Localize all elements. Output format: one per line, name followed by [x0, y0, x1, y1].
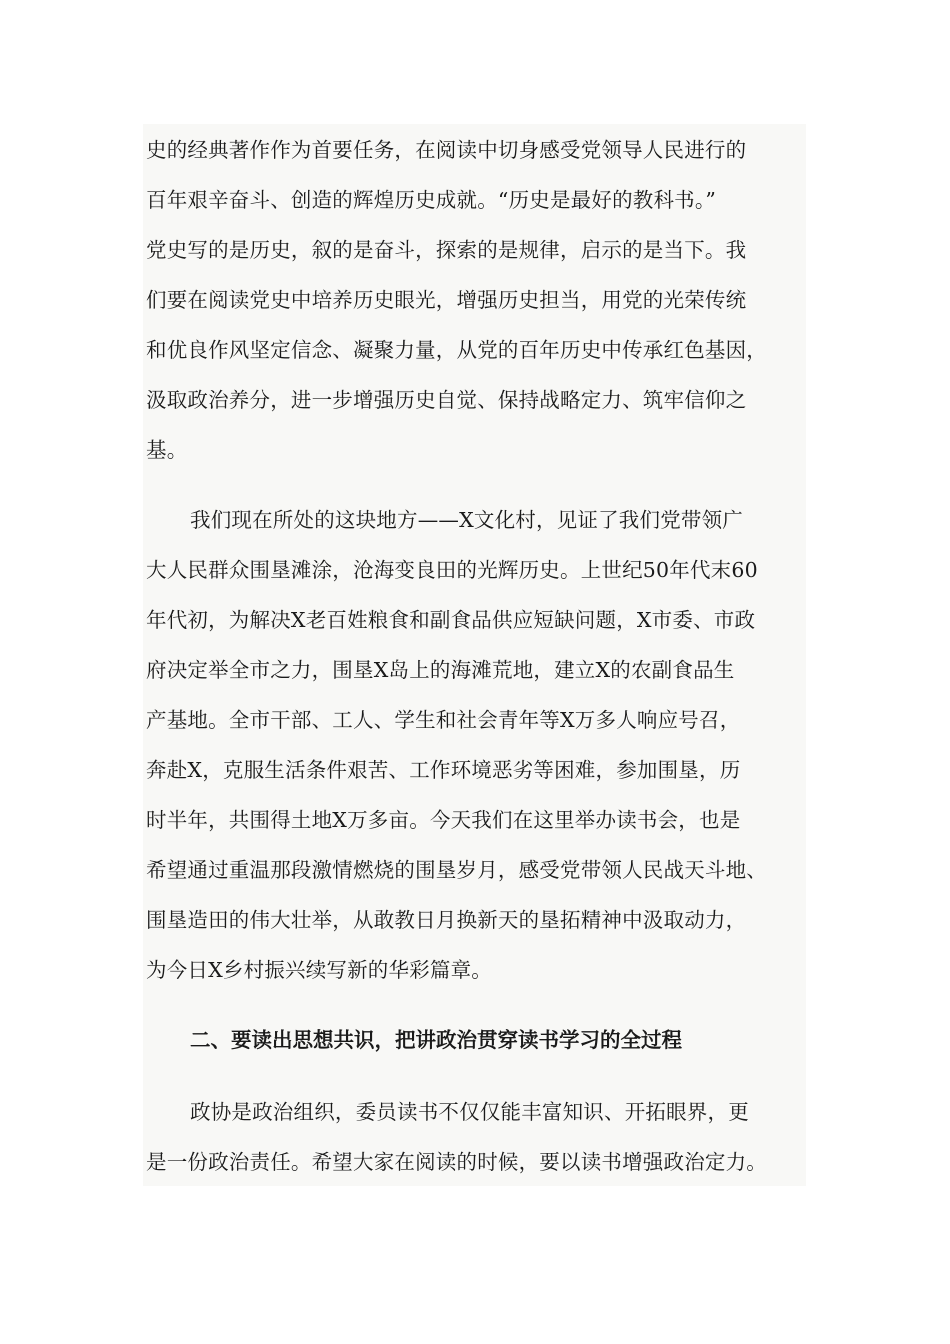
paragraph-3-line: 政协是政治组织，委员读书不仅仅能丰富知识、开拓眼界，更	[190, 1100, 749, 1124]
paragraph-1-line: 史的经典著作作为首要任务，在阅读中切身感受党领导人民进行的	[146, 138, 747, 162]
paragraph-3-line: 是一份政治责任。希望大家在阅读的时候，要以读书增强政治定力。	[146, 1150, 767, 1174]
paragraph-2-line: 为今日X乡村振兴续写新的华彩篇章。	[146, 958, 492, 982]
paragraph-2-line: 府决定举全市之力，围垦X岛上的海滩荒地，建立X的农副食品生	[146, 658, 735, 682]
paragraph-2-line: 我们现在所处的这块地方——X文化村，见证了我们党带领广	[190, 508, 743, 532]
paragraph-2-line: 大人民群众围垦滩涂，沧海变良田的光辉历史。上世纪50年代末60	[146, 558, 758, 582]
paragraph-1-line: 们要在阅读党史中培养历史眼光，增强历史担当，用党的光荣传统	[146, 288, 747, 312]
paragraph-1-line: 党史写的是历史，叙的是奋斗，探索的是规律，启示的是当下。我	[146, 238, 747, 262]
paragraph-1-line: 和优良作风坚定信念、凝聚力量，从党的百年历史中传承红色基因，	[146, 338, 767, 362]
paragraph-2-line: 产基地。全市干部、工人、学生和社会青年等X万多人响应号召，	[146, 708, 741, 732]
paragraph-1-line: 基。	[146, 438, 188, 462]
paragraph-2-line: 年代初，为解决X老百姓粮食和副食品供应短缺问题，X市委、市政	[146, 608, 756, 632]
paragraph-1-line: 百年艰辛奋斗、创造的辉煌历史成就。“历史是最好的教科书。”	[146, 188, 717, 212]
paragraph-2-line: 围垦造田的伟大壮举，从敢教日月换新天的垦拓精神中汲取动力，	[146, 908, 747, 932]
paragraph-2-line: 奔赴X，克服生活条件艰苦、工作环境恶劣等困难，参加围垦，历	[146, 758, 741, 782]
paragraph-2-line: 时半年，共围得土地X万多亩。今天我们在这里举办读书会，也是	[146, 808, 741, 832]
section-heading: 二、要读出思想共识，把讲政治贯穿读书学习的全过程	[190, 1028, 682, 1052]
paragraph-1-line: 汲取政治养分，进一步增强历史自觉、保持战略定力、筑牢信仰之	[146, 388, 747, 412]
paragraph-2-line: 希望通过重温那段激情燃烧的围垦岁月，感受党带领人民战天斗地、	[146, 858, 767, 882]
